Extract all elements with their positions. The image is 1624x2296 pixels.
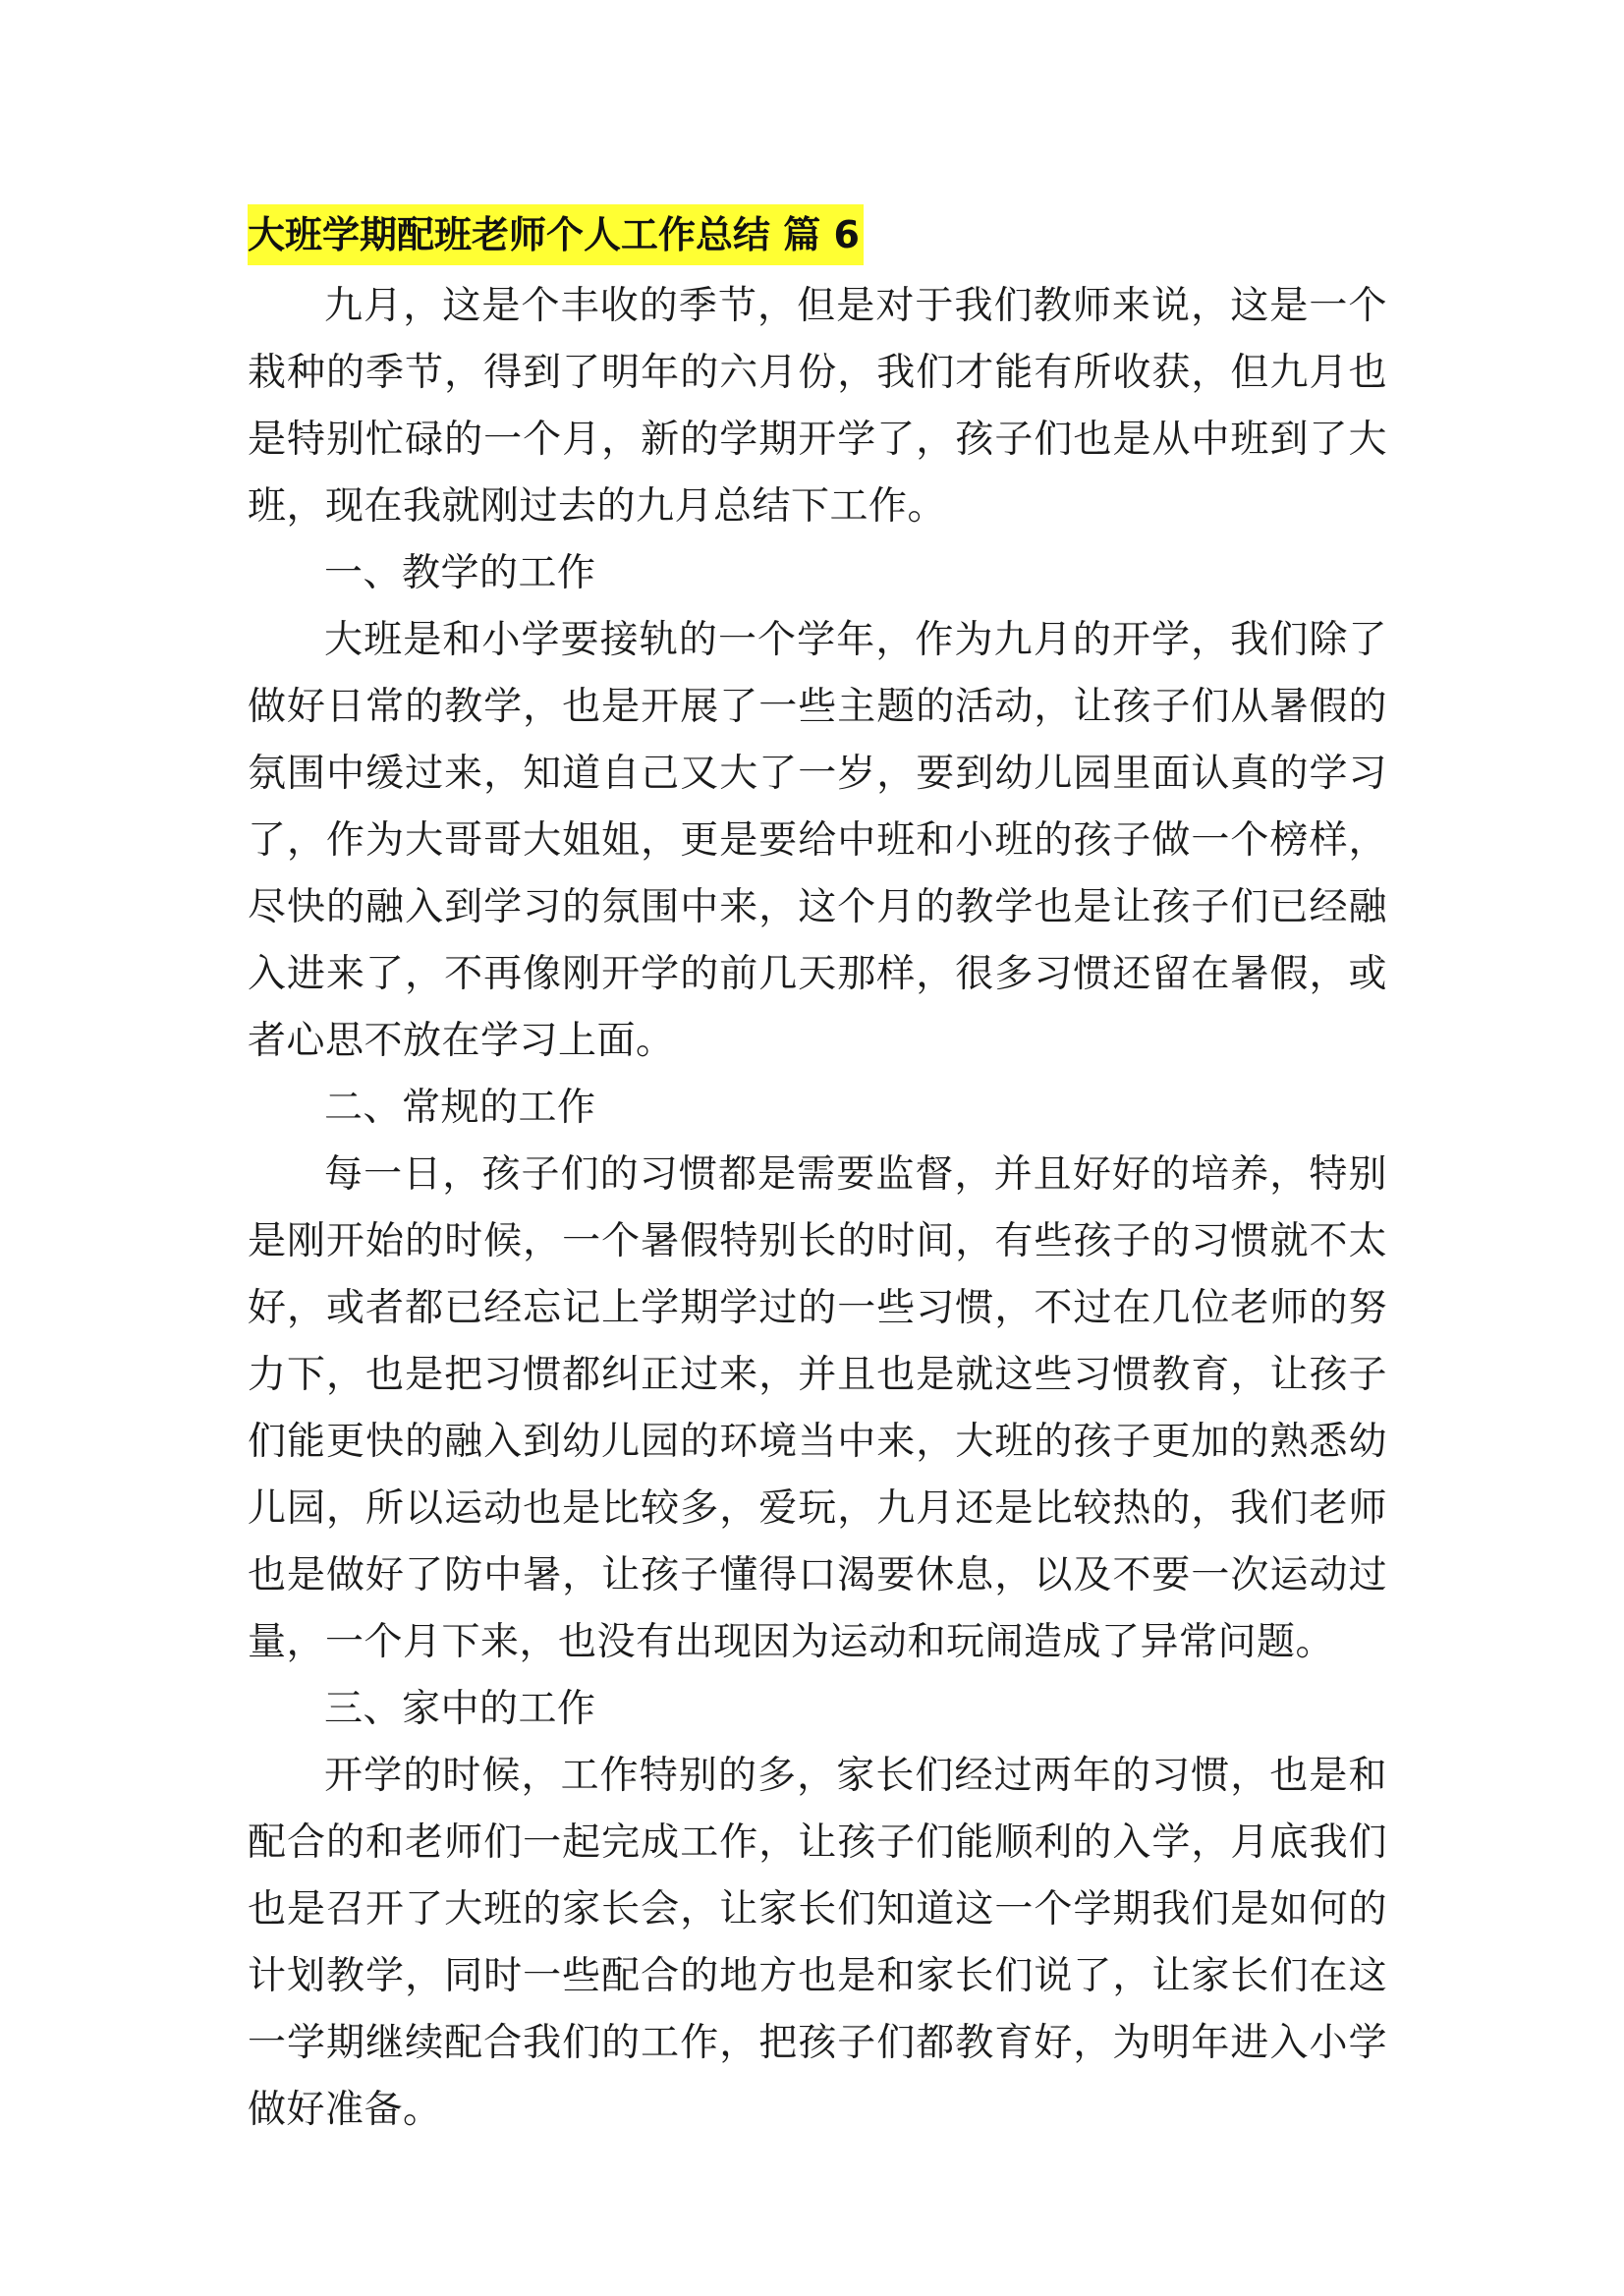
- paragraph-family: 开学的时候，工作特别的多，家长们经过两年的习惯，也是和配合的和老师们一起完成工作，让孩子们能顺利的入学，月底我们也是召开了大班的家长会，让家长们知道这一个学期我们是如何的计划教学，同时一些配合的地方也是和家长们说了，让家长们在这一学期继续配合我们的工作，把孩子们都教育好，为明年进入小学做好准备。: [248, 1754, 1387, 2132]
- section-heading-family: 三、家中的工作: [324, 1687, 596, 1731]
- document-content: [248, 204, 1387, 2144]
- section-heading-routine: 二、常规的工作: [324, 1086, 596, 1130]
- paragraph-intro: 九月，这是个丰收的季节，但是对于我们教师来说，这是一个栽种的季节，得到了明年的六月份，我们才能有所收获，但九月也是特别忙碌的一个月，新的学期开学了，孩子们也是从中班到了大班，现在我就刚过去的九月总结下工作。: [248, 284, 1387, 529]
- section-heading-teaching: 一、教学的工作: [324, 551, 596, 595]
- document-title: 大班学期配班老师个人工作总结 篇 6: [248, 204, 864, 265]
- paragraph-teaching: 大班是和小学要接轨的一个学年，作为九月的开学，我们除了做好日常的教学，也是开展了一些主题的活动，让孩子们从暑假的氛围中缓过来，知道自己又大了一岁，要到幼儿园里面认真的学习了，作为大哥哥大姐姐，更是要给中班和小班的孩子做一个榜样，尽快的融入到学习的氛围中来，这个月的教学也是让孩子们已经融入进来了，不再像刚开学的前几天那样，很多习惯还留在暑假，或者心思不放在学习上面。: [248, 618, 1387, 1063]
- paragraph-routine: 每一日，孩子们的习惯都是需要监督，并且好好的培养，特别是刚开始的时候，一个暑假特别长的时间，有些孩子的习惯就不太好，或者都已经忘记上学期学过的一些习惯，不过在几位老师的努力下，也是把习惯都纠正过来，并且也是就这些习惯教育，让孩子们能更快的融入到幼儿园的环境当中来，大班的孩子更加的熟悉幼儿园，所以运动也是比较多，爱玩，九月还是比较热的，我们老师也是做好了防中暑，让孩子懂得口渴要休息，以及不要一次运动过量，一个月下来，也没有出现因为运动和玩闹造成了异常问题。: [248, 1152, 1387, 1664]
